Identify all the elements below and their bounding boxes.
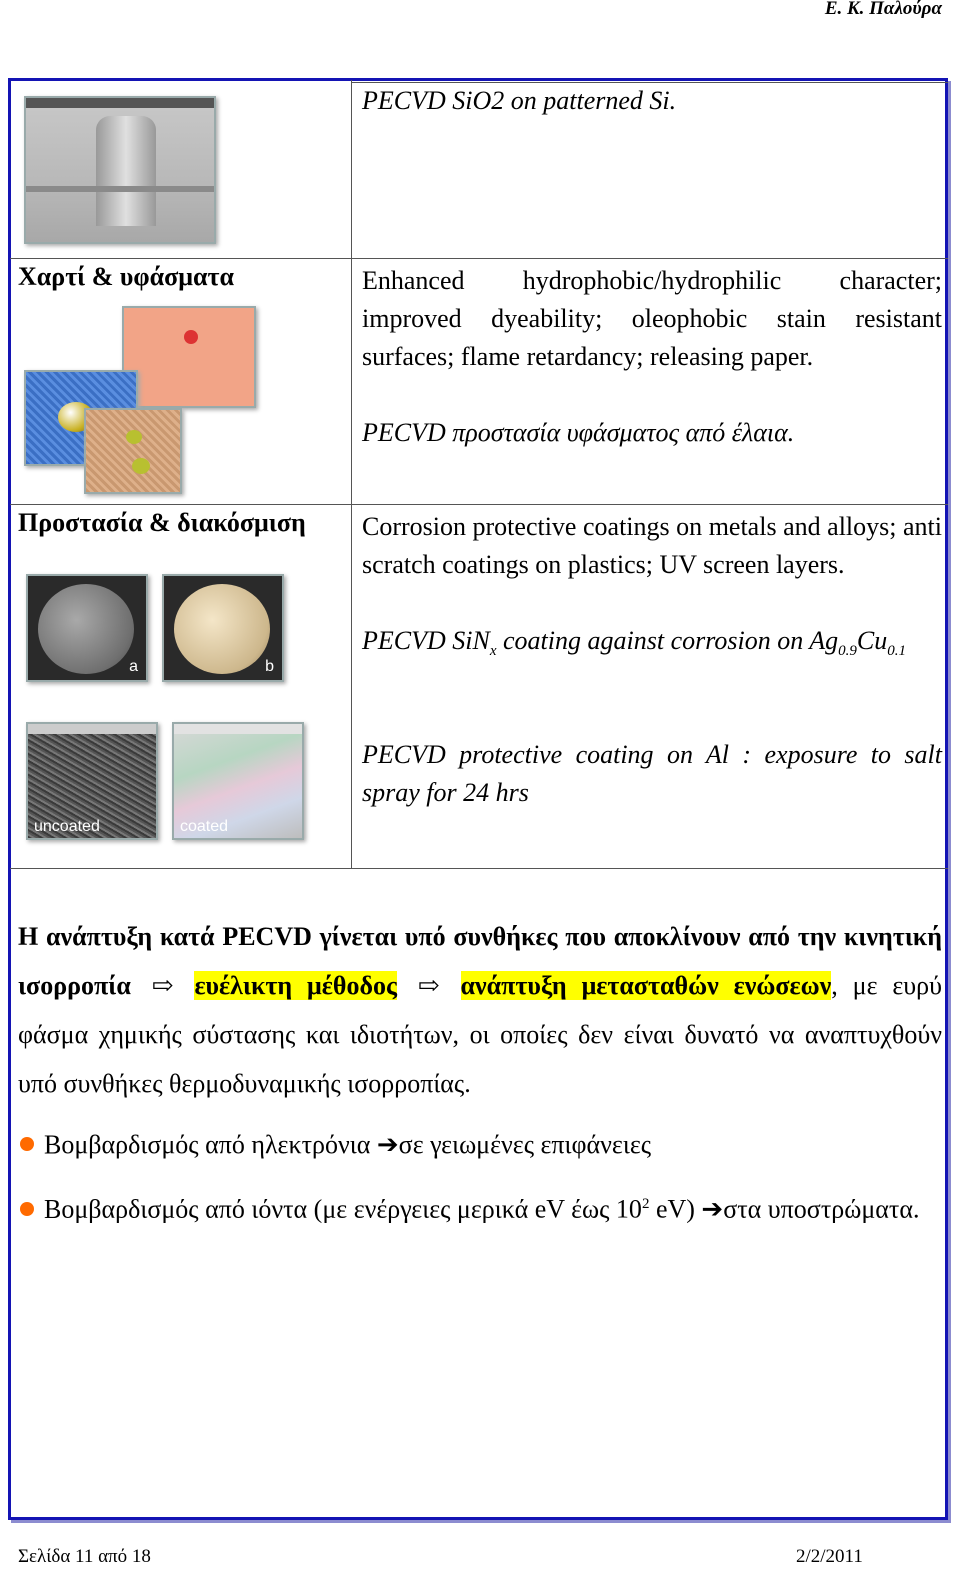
highlight-metastable-compounds: ανάπτυξη μετασταθών ενώσεων xyxy=(460,971,832,1000)
table-row-divider xyxy=(10,258,948,259)
plate-photo-uncoated xyxy=(26,722,158,840)
arrow-icon: ⇨ xyxy=(151,971,174,1000)
plate-caption-coated: coated xyxy=(180,818,229,835)
highlight-flexible-method: ευέλικτη μέθοδος xyxy=(194,971,397,1000)
body-paragraph: Η ανάπτυξη κατά PECVD γίνεται υπό συνθήκες που αποκλίνουν από την κινητική ισορροπία ⇨ ευέλικτη μέθοδος ⇨ ανάπτυξη μετασταθών ενώσεων, με ευρύ φάσμα χημικής σύστασης και ιδιοτήτων, οι οποίες δεν είναι δυνατό να αναπτυχθούν υπό συνθήκες θερμοδυναμικής ισορροπίας. xyxy=(18,922,943,1098)
bullet-ions: Βομβαρδισμός από ιόντα (με ενέργειες μερικά eV έως $10^2$ eV) ➔στα υποστρώματα. xyxy=(20,1180,942,1234)
row3-caption-sinx: PECVD SiN$_x$ coating against corrosion on $Ag_{0.9}Cu_{0.1}$ xyxy=(362,626,906,660)
bullet-electrons: Βομβαρδισμός από ηλεκτρόνια ➔σε γειωμένες επιφάνειες xyxy=(20,1120,942,1169)
table-row-divider xyxy=(10,504,948,505)
coin-caption-b: b xyxy=(265,658,274,675)
table-row-divider xyxy=(10,868,948,869)
bullet-dot-icon xyxy=(20,1137,34,1151)
bullet-dot-icon xyxy=(20,1202,34,1216)
arrow-icon: ➔ xyxy=(701,1194,724,1224)
plate-caption-uncoated: uncoated xyxy=(34,818,100,835)
sem-image-patterned-si xyxy=(24,96,216,244)
row3-description: Corrosion protective coatings on metals and alloys; anti scratch coatings on plastics; UV screen layers. xyxy=(362,512,942,579)
row3-caption-al: PECVD protective coating on Al : exposure to salt spray for 24 hrs xyxy=(362,740,942,807)
row2-description: Enhanced hydrophobic/hydrophilic character; improved dyeability; oleophobic stain resistant surfaces; flame retardancy; releasing paper. xyxy=(362,266,942,371)
fabric-photo-beige xyxy=(84,408,182,494)
header-author: Ε. Κ. Παλούρα xyxy=(824,0,942,19)
footer-date: 2/2/2011 xyxy=(796,1546,863,1567)
row3-label: Προστασία & διακόσμιση xyxy=(18,508,306,537)
plate-photo-coated xyxy=(172,722,304,840)
row2-label: Χαρτί & υφάσματα xyxy=(18,262,235,291)
arrow-icon: ➔ xyxy=(376,1130,399,1159)
coin-caption-a: a xyxy=(129,658,138,675)
row2-caption: PECVD προστασία υφάσματος από έλαια. xyxy=(362,418,795,447)
coin-photo-b xyxy=(162,574,284,682)
row1-caption: PECVD SiO2 on patterned Si. xyxy=(362,86,677,115)
arrow-icon: ⇨ xyxy=(417,971,440,1000)
footer-page-number: Σελίδα 11 από 18 xyxy=(18,1546,151,1567)
coin-photo-a xyxy=(26,574,148,682)
table-column-divider xyxy=(351,80,352,868)
fabric-photo-orange xyxy=(122,306,256,408)
